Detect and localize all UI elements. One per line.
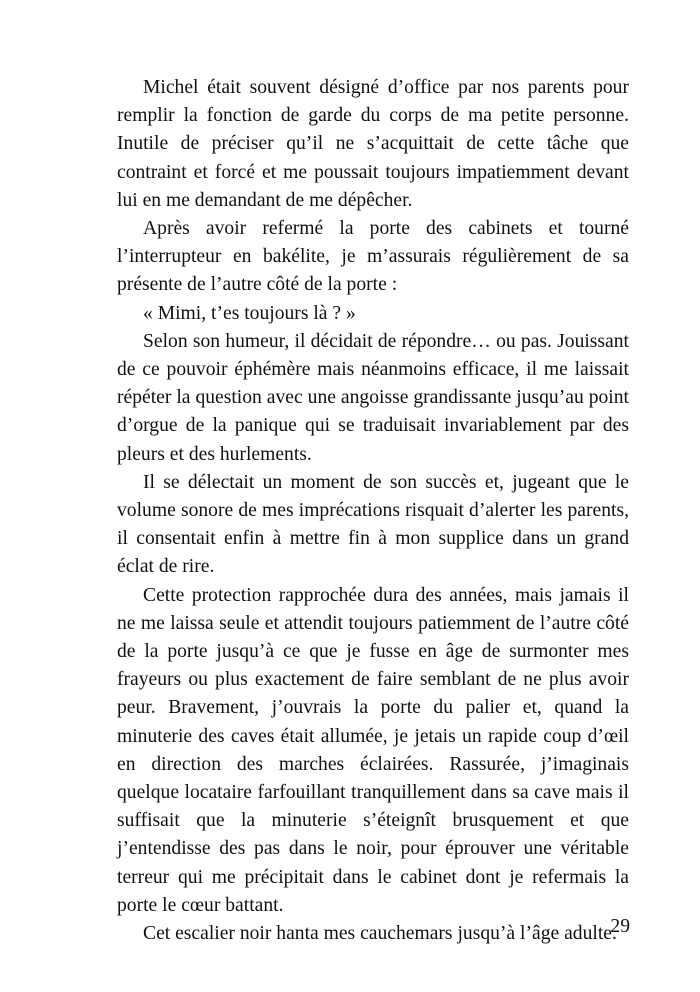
paragraph-3-quote: « Mimi, t’es toujours là ? » xyxy=(143,302,356,324)
page-number: 29 xyxy=(610,916,630,937)
paragraph-5: Il se délectait un moment de son succès et, jugeant que le volume sonore de mes imprécations risquait d’alerter les parents, il consentait enfin à mettre fin à mon supplice dans un grand éclat de rire. xyxy=(117,471,629,578)
paragraph-2: Après avoir refermé la porte des cabinets et tourné l’interrupteur en bakélite, je m’assurais régulièrement de sa présente de l’autre côté de la porte : xyxy=(117,218,629,296)
paragraph-7: Cet escalier noir hanta mes cauchemars jusqu’à l’âge adulte. xyxy=(143,923,617,945)
paragraph-4: Selon son humeur, il décidait de répondre… ou pas. Jouissant de ce pouvoir éphémère mais néanmoins efficace, il me laissait répéter la question avec une angoisse grandissante jusqu’au point d’orgue de la panique qui se traduisait invariablement par des pleurs et des hurlements. xyxy=(117,330,629,465)
paragraph-1: Michel était souvent désigné d’office par nos parents pour remplir la fonction de garde du corps de ma petite personne. Inutile de préciser qu’il ne s’acquittait de cette tâche que contraint et forcé et me poussait toujours impatiemment devant lui en me demandant de me dépêcher. xyxy=(117,77,629,211)
page-body xyxy=(117,74,629,948)
paragraph-6: Cette protection rapprochée dura des années, mais jamais il ne me laissa seule et attendit toujours patiemment de l’autre côté de la porte jusqu’à ce que je fusse en âge de surmonter mes frayeurs ou plus exactement de faire semblant de ne plus avoir peur. Bravement, j’ouvrais la porte du palier et, quand la minuterie des caves était allumée, je jetais un rapide coup d’œil en direction des marches éclairées. Rassurée, j’imaginais quelque locataire farfouillant tranquillement dans sa cave mais il suffisait que la minuterie s’éteignît brusquement et que j’entendisse des pas dans le noir, pour éprouver une véritable terreur qui me précipitait dans le cabinet dont je refermais la porte le cœur battant. xyxy=(117,584,629,916)
